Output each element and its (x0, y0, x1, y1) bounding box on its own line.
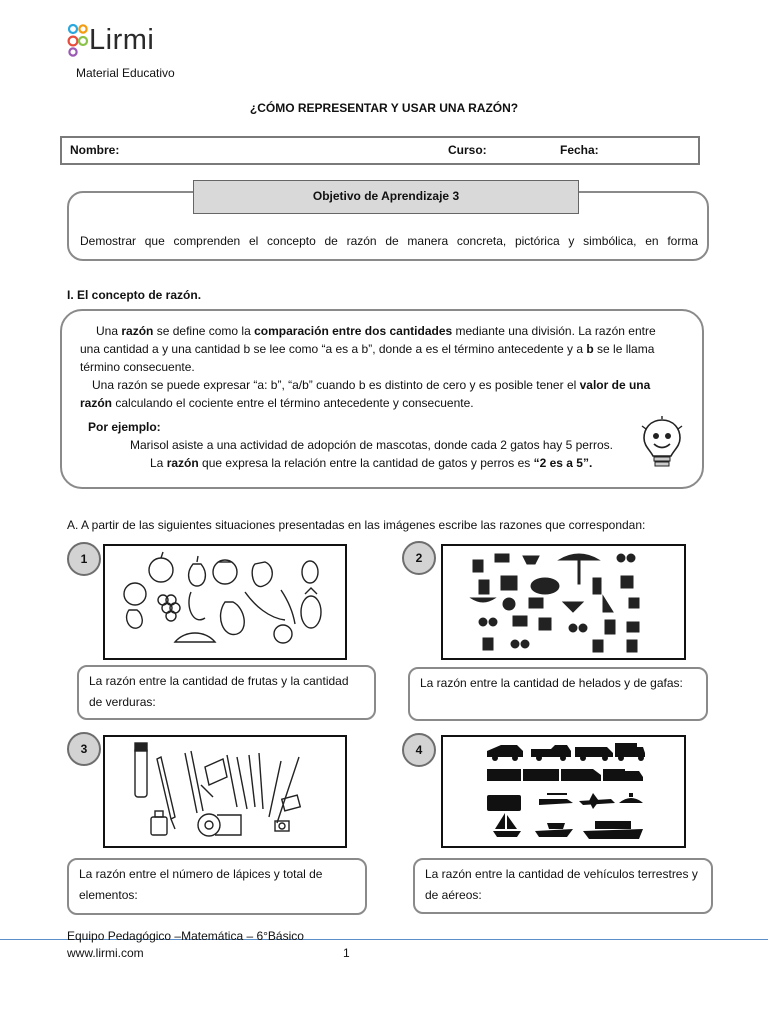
definition-line-1: Una razón se define como la comparación entre dos cantidades mediante una división. La razón entre (96, 324, 656, 338)
vehicles-image (441, 735, 686, 848)
exercise-number-4: 4 (402, 733, 436, 767)
footer-team: Equipo Pedagógico –Matemática – 6°Básico (67, 929, 304, 943)
lightbulb-icon (640, 416, 684, 474)
answer-box-4[interactable]: La razón entre la cantidad de vehículos terrestres y de aéreos: (413, 858, 713, 914)
answer-box-2[interactable]: La razón entre la cantidad de helados y de gafas: (408, 667, 708, 721)
brand-name: Lirmi (89, 24, 155, 56)
student-info-box (60, 136, 700, 165)
objective-text: Demostrar que comprenden el concepto de razón de manera concreta, pictórica y simbólica, en forma (80, 234, 698, 248)
date-label: Fecha: (560, 143, 599, 157)
course-label: Curso: (448, 143, 487, 157)
objective-title: Objetivo de Aprendizaje 3 (193, 180, 579, 214)
page-number: 1 (343, 946, 350, 960)
definition-line-2: una cantidad a y una cantidad b se lee como “a es a b”, donde a es el término antecedente y a b se le llama (80, 342, 655, 356)
exercise-number-2: 2 (402, 541, 436, 575)
exercise-number-1: 1 (67, 542, 101, 576)
definition-line-5: razón calculando el cociente entre el término antecedente y consecuente. (80, 396, 474, 410)
answer-box-3[interactable]: La razón entre el número de lápices y total de elementos: (67, 858, 367, 915)
definition-line-3: término consecuente. (80, 360, 195, 374)
brand-tagline: Material Educativo (76, 66, 175, 80)
example-line-1: Marisol asiste a una actividad de adopción de mascotas, donde cada 2 gatos hay 5 perros. (130, 438, 613, 452)
footer-site[interactable]: www.lirmi.com (67, 946, 144, 960)
school-supplies-image (103, 735, 347, 848)
fruits-vegetables-image (103, 544, 347, 660)
example-line-2: La razón que expresa la relación entre la cantidad de gatos y perros es “2 es a 5”. (150, 456, 593, 470)
definition-line-4: Una razón se puede expresar “a: b”, “a/b” cuando b es distinto de cero y es posible tener el valor de una (92, 378, 651, 392)
exercise-number-3: 3 (67, 732, 101, 766)
example-label: Por ejemplo: (88, 420, 161, 434)
name-label: Nombre: (70, 143, 120, 157)
answer-box-1[interactable]: La razón entre la cantidad de frutas y la cantidad de verduras: (77, 665, 376, 720)
ice-cream-glasses-image (441, 544, 686, 660)
page-title: ¿CÓMO REPRESENTAR Y USAR UNA RAZÓN? (249, 101, 519, 115)
section-heading: I. El concepto de razón. (67, 288, 202, 302)
exercise-instruction: A. A partir de las siguientes situaciones presentadas en las imágenes escribe las razones que correspondan: (67, 518, 646, 532)
